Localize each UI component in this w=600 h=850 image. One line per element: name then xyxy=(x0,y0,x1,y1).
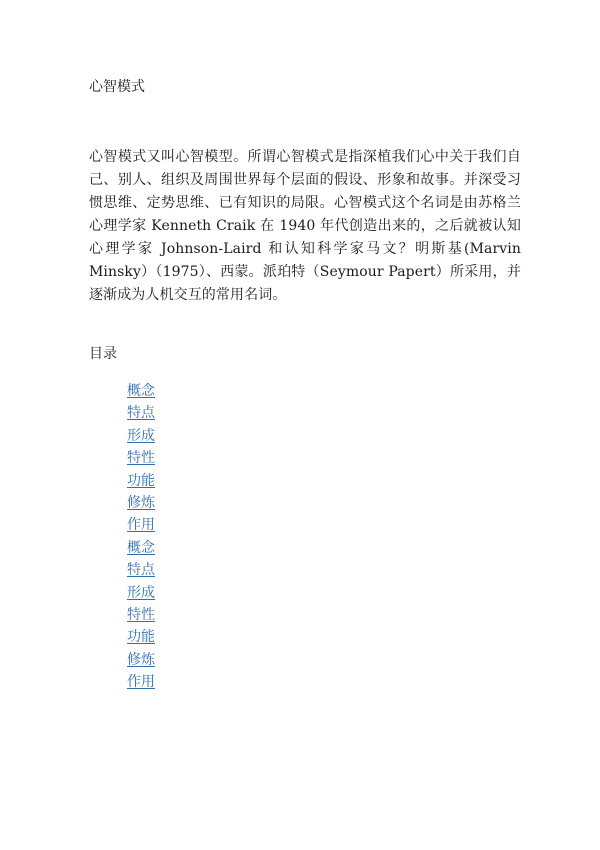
toc-item xyxy=(127,604,155,626)
toc-link-function[interactable]: 功能 xyxy=(127,472,155,489)
toc-link-features[interactable]: 特点 xyxy=(127,405,155,422)
toc-link-practice[interactable]: 修炼 xyxy=(127,494,155,511)
toc-link-role-2[interactable]: 作用 xyxy=(127,674,155,691)
toc-link-formation-2[interactable]: 形成 xyxy=(127,584,155,601)
toc-link-function-2[interactable]: 功能 xyxy=(127,629,155,646)
toc-link-formation[interactable]: 形成 xyxy=(127,427,155,444)
toc-link-characteristics[interactable]: 特性 xyxy=(127,450,155,467)
toc-link-concept[interactable]: 概念 xyxy=(127,383,155,399)
toc-link-features-2[interactable]: 特点 xyxy=(127,562,155,579)
toc-item xyxy=(127,492,155,514)
toc-item xyxy=(127,380,155,402)
toc-item xyxy=(127,402,155,424)
toc-item xyxy=(127,559,155,581)
toc-item xyxy=(127,626,155,648)
toc-item xyxy=(127,447,155,469)
page-title: 心智模式 xyxy=(89,79,145,95)
table-of-contents xyxy=(127,380,155,693)
toc-heading: 目录 xyxy=(89,346,117,362)
toc-item xyxy=(127,671,155,693)
toc-link-practice-2[interactable]: 修炼 xyxy=(127,651,155,668)
toc-item xyxy=(127,514,155,536)
intro-paragraph: 心智模式又叫心智模型。所谓心智模式是指深植我们心中关于我们自己、别人、组织及周围世界每个层面的假设、形象和故事。并深受习惯思维、定势思维、已有知识的局限。心智模式这个名词是由苏格兰心理学家 Kenneth Craik 在 1940 年代创造出来的，之后就被认知心理学家 Johnson-Laird 和认知科学家马文？明斯基(Marvin Minsky）（1975）、西蒙。派珀特（Seymour Papert）所采用，并逐渐成为人机交互的常用名词。 xyxy=(89,149,521,303)
toc-item xyxy=(127,537,155,559)
toc-item xyxy=(127,649,155,671)
toc-item xyxy=(127,470,155,492)
toc-item xyxy=(127,582,155,604)
toc-link-concept-2[interactable]: 概念 xyxy=(127,539,155,556)
toc-link-role[interactable]: 作用 xyxy=(127,517,155,534)
toc-link-characteristics-2[interactable]: 特性 xyxy=(127,606,155,623)
toc-item xyxy=(127,425,155,447)
